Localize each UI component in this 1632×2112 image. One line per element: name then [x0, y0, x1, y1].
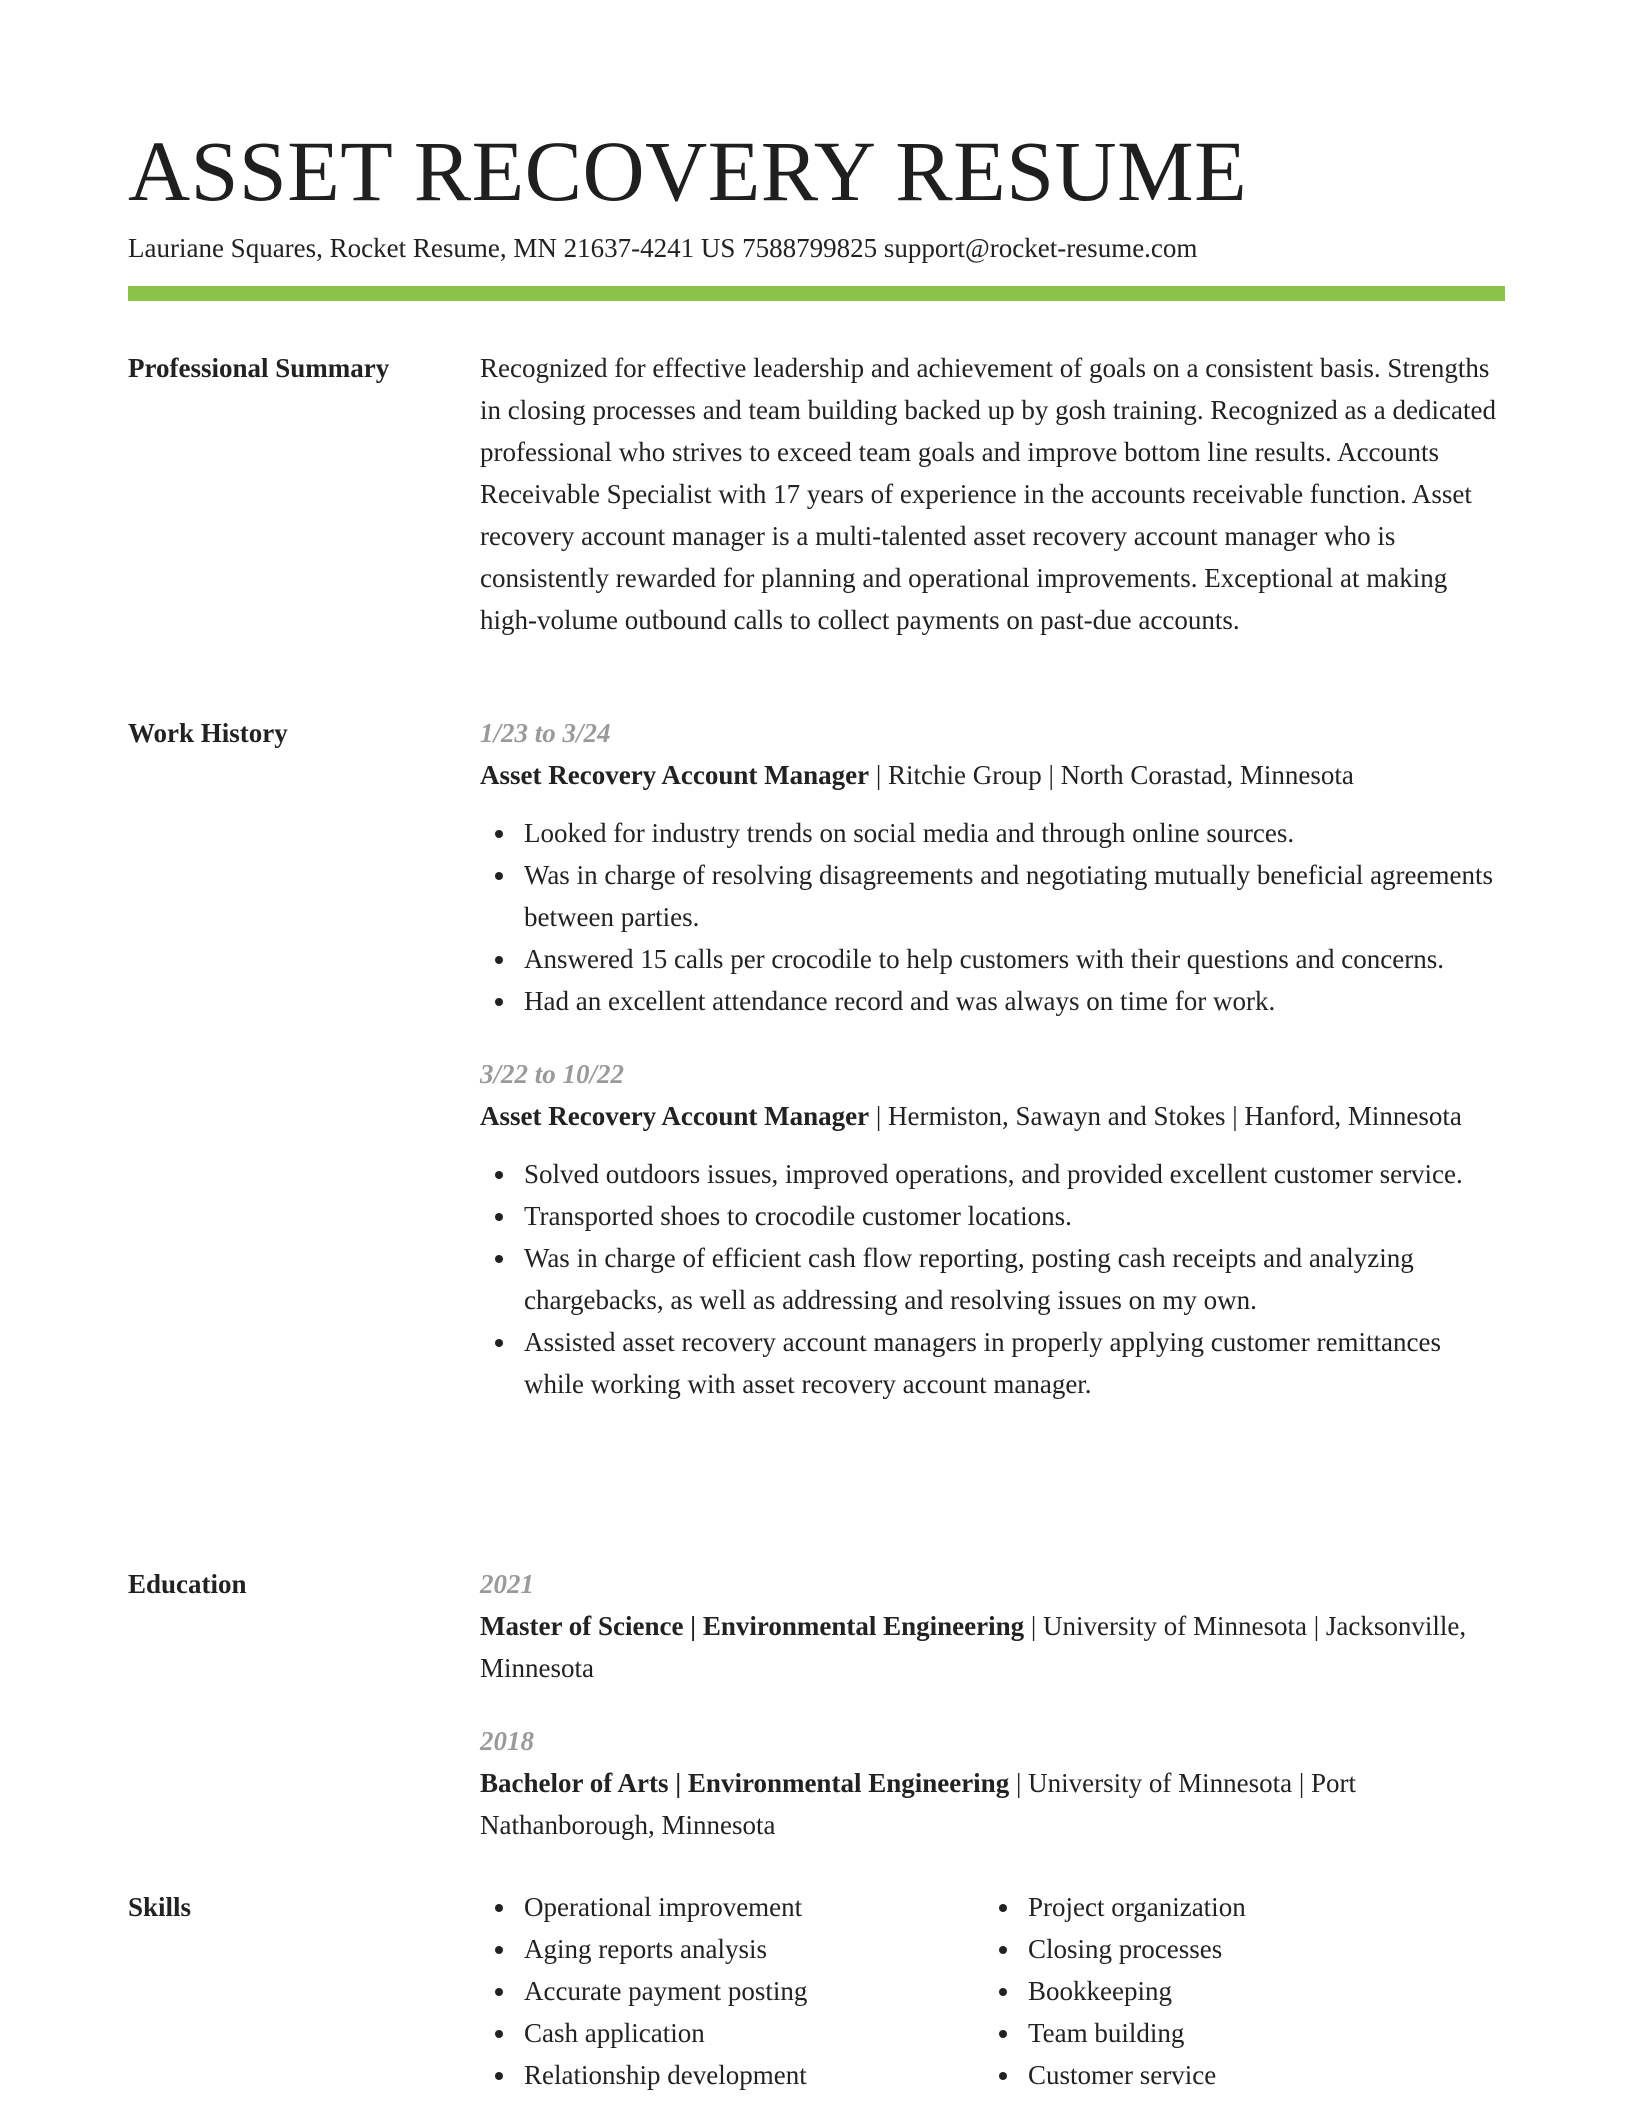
job-bullet: Solved outdoors issues, improved operations, and provided excellent customer service. — [480, 1153, 1505, 1195]
job-bullet: Answered 15 calls per crocodile to help customers with their questions and concerns. — [480, 938, 1505, 980]
job-bullet: Assisted asset recovery account managers in properly applying customer remittances while working with asset recovery account manager. — [480, 1321, 1505, 1405]
job-bullet: Transported shoes to crocodile customer locations. — [480, 1195, 1505, 1237]
skill-item: Accurate payment posting — [480, 1970, 984, 2012]
job-bullets — [480, 812, 1505, 1022]
skills-list-left — [480, 1886, 984, 2096]
skill-item: Cash application — [480, 2012, 984, 2054]
skills-list-right — [984, 1886, 1488, 2096]
skills-body — [480, 1886, 1505, 2096]
summary-text: Recognized for effective leadership and achievement of goals on a consistent basis. Strengths in closing processes and team building backed up by gosh training. Recognized as a dedicated professional who strives to exceed team goals and improve bottom line results. Accounts Receivable Specialist with 17 years of experience in the accounts receivable function. Asset recovery account manager is a multi-talented asset recovery account manager who is consistently rewarded for planning and operational improvements. Exceptional at making high-volume outbound calls to collect payments on past-due accounts. — [480, 353, 1496, 635]
job-bullet: Had an excellent attendance record and was always on time for work. — [480, 980, 1505, 1022]
job-entry — [480, 712, 1505, 1022]
skill-item: Bookkeeping — [984, 1970, 1488, 2012]
job-entry — [480, 1053, 1505, 1405]
job-title: Asset Recovery Account Manager — [480, 1101, 870, 1131]
education-year: 2021 — [480, 1569, 534, 1599]
job-details: | Hermiston, Sawayn and Stokes | Hanford, Minnesota — [869, 1101, 1462, 1131]
education-heading-line — [480, 1605, 1505, 1689]
summary-body — [480, 347, 1505, 641]
education-entry — [480, 1720, 1505, 1846]
skills-heading: Skills — [128, 1892, 192, 1922]
skill-item: Closing processes — [984, 1928, 1488, 1970]
job-dates: 3/22 to 10/22 — [480, 1059, 625, 1089]
skills-columns — [480, 1886, 1505, 2096]
skill-item: Project organization — [984, 1886, 1488, 1928]
job-title: Asset Recovery Account Manager — [480, 760, 870, 790]
education-year: 2018 — [480, 1726, 534, 1756]
contact-line: Lauriane Squares, Rocket Resume, MN 21637-4241 US 7588799825 support@rocket-resume.com — [128, 233, 1198, 263]
job-bullet: Was in charge of efficient cash flow reporting, posting cash receipts and analyzing chargebacks, as well as addressing and resolving issues on my own. — [480, 1237, 1505, 1321]
job-heading — [480, 1095, 1505, 1137]
job-bullet: Looked for industry trends on social media and through online sources. — [480, 812, 1505, 854]
job-heading — [480, 754, 1505, 796]
job-bullets — [480, 1153, 1505, 1405]
education-body — [480, 1563, 1505, 1846]
education-heading: Education — [128, 1569, 247, 1599]
job-dates: 1/23 to 3/24 — [480, 718, 611, 748]
education-details: | University of Minnesota | Port Nathanborough, Minnesota — [480, 1768, 1356, 1840]
skill-item: Aging reports analysis — [480, 1928, 984, 1970]
education-degree: Master of Science | Environmental Engineering — [480, 1611, 1025, 1641]
skill-item: Team building — [984, 2012, 1488, 2054]
job-bullet: Was in charge of resolving disagreements and negotiating mutually beneficial agreements between parties. — [480, 854, 1505, 938]
education-heading-line — [480, 1762, 1505, 1846]
education-details: | University of Minnesota | Jacksonville, Minnesota — [480, 1611, 1467, 1683]
education-degree: Bachelor of Arts | Environmental Engineering — [480, 1768, 1010, 1798]
work-history-heading: Work History — [128, 718, 288, 748]
resume-title: ASSET RECOVERY RESUME — [128, 123, 1248, 219]
skill-item: Relationship development — [480, 2054, 984, 2096]
work-history-body — [480, 712, 1505, 1405]
education-entry — [480, 1563, 1505, 1689]
skill-item: Customer service — [984, 2054, 1488, 2096]
accent-divider — [128, 286, 1505, 301]
summary-heading: Professional Summary — [128, 353, 390, 383]
skill-item: Operational improvement — [480, 1886, 984, 1928]
job-details: | Ritchie Group | North Corastad, Minnesota — [869, 760, 1354, 790]
